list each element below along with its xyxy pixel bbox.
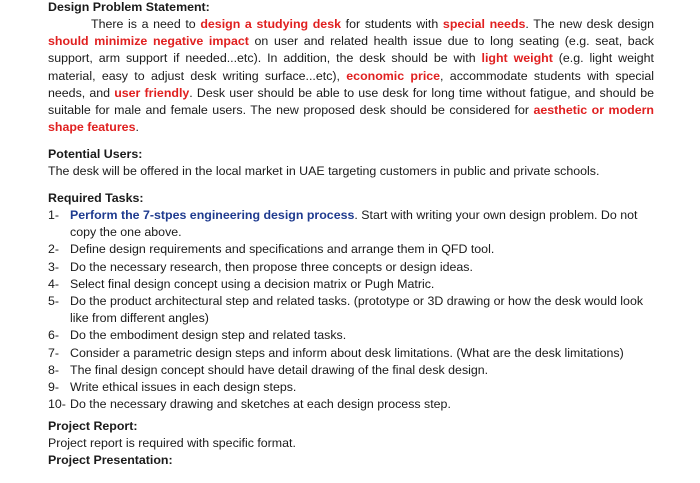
- task-item: [48, 241, 654, 258]
- text-span: for students with: [340, 17, 443, 31]
- task-item: [48, 362, 654, 379]
- required-tasks-heading: Required Tasks:: [48, 191, 144, 205]
- text-span: , accommodate students with special needs, and: [48, 68, 654, 100]
- highlight-economic-price: economic price: [346, 68, 441, 83]
- task-text: Do the embodiment design step and related tasks.: [70, 328, 347, 343]
- task-number: 5-: [48, 294, 60, 309]
- task-item: [48, 293, 654, 327]
- highlight-minimize-impact: should minimize negative impact: [48, 34, 249, 49]
- highlight-user-friendly: user friendly: [114, 85, 190, 100]
- task-text: Consider a parametric design steps and inform about desk limitations. (What are the desk limitations): [70, 345, 624, 360]
- task-text: . Start with writing your own design problem. Do not copy the one above.: [70, 208, 638, 240]
- task-number: 8-: [48, 362, 60, 377]
- highlight-desk: design a studying desk: [200, 17, 341, 31]
- task-text: Write ethical issues in each design steps.: [70, 380, 297, 395]
- task-item: [48, 259, 654, 276]
- task-text: The final design concept should have detail drawing of the final desk design.: [70, 362, 489, 377]
- text-span: .: [135, 120, 139, 135]
- task-text: Select final design concept using a decision matrix or Pugh Matric.: [70, 276, 435, 291]
- text-span: (e.g. light weight material, easy to adjust desk writing surface...etc),: [48, 51, 655, 83]
- text-span: There is a need to: [91, 17, 201, 31]
- project-presentation-heading: Project Presentation:: [48, 453, 173, 467]
- task-number: 1-: [48, 208, 60, 222]
- required-tasks-list: [48, 207, 654, 413]
- potential-users-heading: Potential Users:: [48, 147, 143, 161]
- project-report-text: Project report is required with specific format.: [48, 436, 296, 450]
- design-problem-heading: Design Problem Statement:: [48, 0, 210, 14]
- highlight-special-needs: special needs: [442, 17, 526, 31]
- text-span: . The new desk design: [525, 17, 654, 31]
- task-item: [48, 345, 654, 362]
- task-text: Do the necessary drawing and sketches at each design process step.: [70, 397, 451, 412]
- text-span: . Desk user should be able to use desk for long time without fatigue, and should be suitable for male and female users. The new proposed desk should be considered for: [48, 85, 654, 118]
- task-item: [48, 396, 654, 413]
- text-span: on user and related health issue due to long seating (e.g. seat, back support, arm support if needed...etc). In addition, the desk should be with: [48, 34, 654, 66]
- task-number: 7-: [48, 345, 60, 360]
- task-text: Do the product architectural step and related tasks. (prototype or 3D drawing or how the desk would look like from different angles): [70, 294, 644, 326]
- task-bold-text: Perform the 7-stpes engineering design process: [70, 208, 355, 222]
- task-number: 9-: [48, 380, 60, 395]
- task-number: 10-: [48, 397, 66, 412]
- potential-users-text: The desk will be offered in the local market in UAE targeting customers in public and private schools.: [48, 164, 600, 178]
- task-item: [48, 327, 654, 344]
- highlight-light-weight: light weight: [481, 51, 553, 66]
- design-problem-paragraph: [48, 16, 654, 136]
- highlight-aesthetic: aesthetic or modern shape features: [48, 103, 654, 135]
- project-report-heading: Project Report:: [48, 419, 138, 433]
- task-number: 2-: [48, 242, 60, 257]
- task-number: 6-: [48, 328, 60, 343]
- task-item: [48, 276, 654, 293]
- task-number: 3-: [48, 259, 60, 274]
- task-text: Do the necessary research, then propose three concepts or design ideas.: [70, 259, 473, 274]
- task-number: 4-: [48, 276, 60, 291]
- task-item: [48, 379, 654, 396]
- task-text: Define design requirements and specifications and arrange them in QFD tool.: [70, 242, 495, 257]
- task-item: [48, 207, 654, 241]
